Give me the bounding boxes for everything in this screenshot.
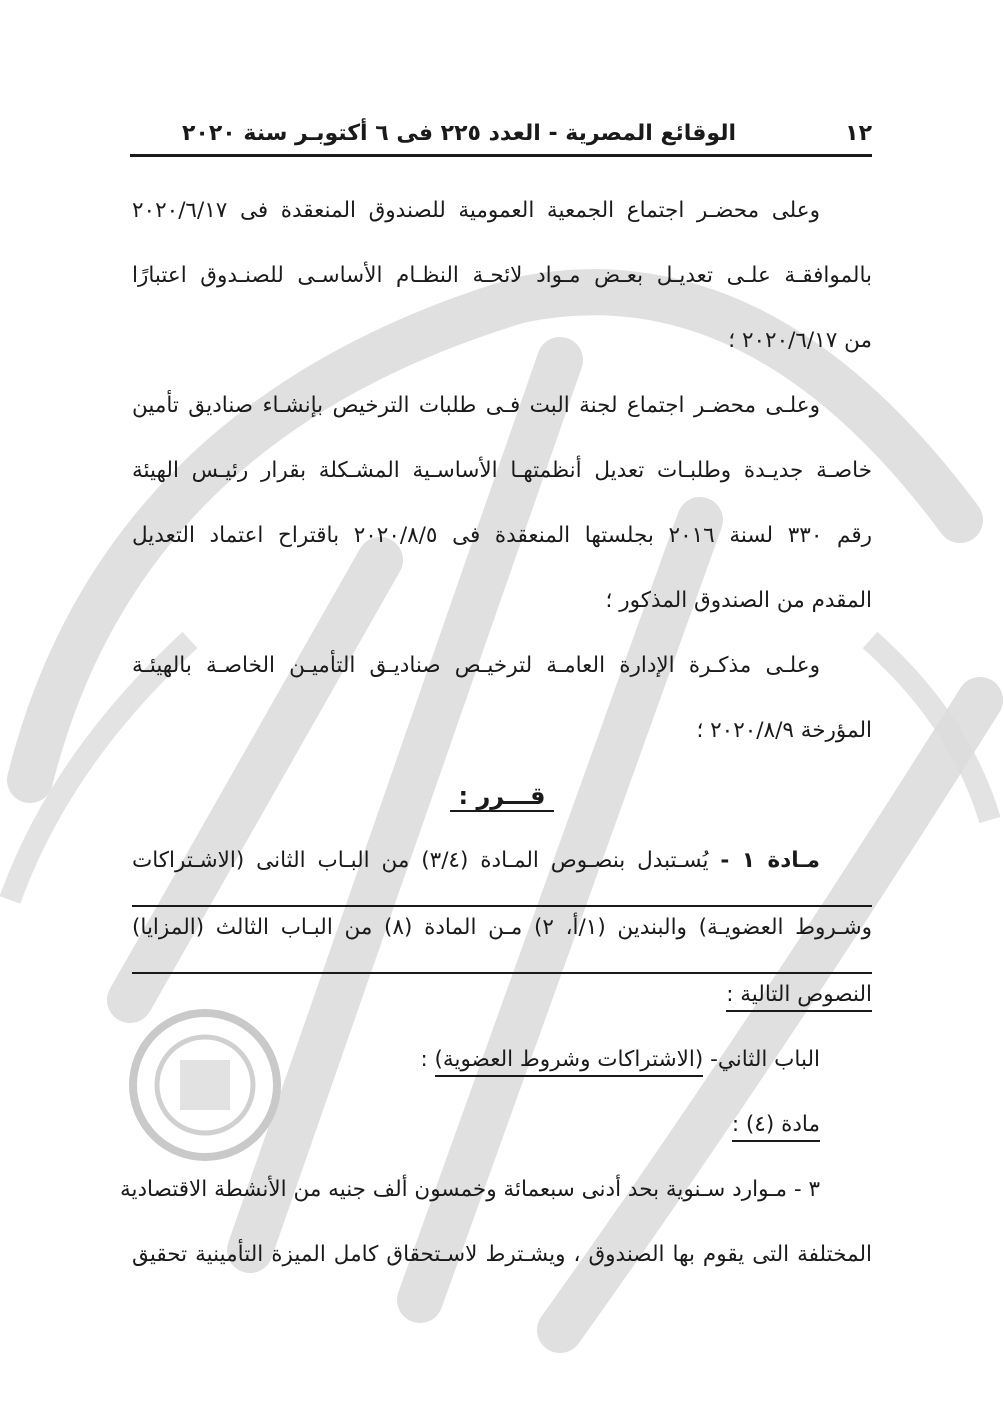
clause-3-line-1: ٣ - مـوارد سـنوية بحد أدنى سبعمائة وخمسون ألف جنيه من الأنشطة الاقتصادية <box>119 1177 820 1202</box>
page-header <box>130 112 872 157</box>
document-body <box>119 190 872 1299</box>
paragraph-line: وعلـى محضـر اجتماع لجنة البت فـى طلبات الترخيص بإنشـاء صناديق تأمين <box>132 393 820 418</box>
paragraph-line: المقدم من الصندوق المذكور ؛ <box>605 588 872 613</box>
gazette-title: الوقائع المصرية - العدد ٢٢٥ فى ٦ أكتوبـر سنة ٢٠٢٠ <box>182 120 737 146</box>
paragraph-line: بالموافقـة علـى تعديـل بعـض مـواد لائحـة النظـام الأساسـى للصنـدوق اعتبارًا <box>132 263 872 288</box>
chapter-heading: الباب الثاني- (الاشتراكات وشروط العضوية) : <box>132 1039 872 1104</box>
chapter-title: (الاشتراكات وشروط العضوية) <box>435 1047 704 1077</box>
decision-heading: قـــرر : <box>132 775 872 840</box>
paragraph-line: وعلى محضـر اجتماع الجمعية العمومية للصندوق المنعقدة فى ٢٠٢٠/٦/١٧ <box>132 198 820 223</box>
clause-3-line-2: المختلفة التى يقوم بها الصندوق ، ويشـترط لاسـتحقاق كامل الميزة التأمينية تحقيق <box>132 1242 872 1267</box>
article-1-line-2: وشـروط العضويـة) والبندين (١/أ، ٢) مـن المادة (٨) من البـاب الثالث (المزايا) <box>132 907 872 974</box>
article-4-heading: مادة (٤) : <box>132 1104 872 1169</box>
paragraph-line: وعلـى مذكـرة الإدارة العامـة لترخيـص صناديـق التأميـن الخاصـة بالهيئـة <box>132 653 820 678</box>
paragraph-line: خاصـة جديـدة وطلبـات تعديل أنظمتهـا الأساسـية المشـكلة بقرار رئيـس الهيئة <box>132 458 872 483</box>
page-number: ١٢ <box>845 120 872 146</box>
paragraph-line: رقم ٣٣٠ لسنة ٢٠١٦ بجلستها المنعقدة فى ٢٠٢٠/٨/٥ باقتراح اعتماد التعديل <box>132 523 872 548</box>
article-1-line-1: مـادة ١ - يُسـتبدل بنصـوص المـادة (٣/٤) من البـاب الثانى (الاشـتراكات <box>132 840 872 907</box>
paragraph-line: من ٢٠٢٠/٦/١٧ ؛ <box>728 328 872 353</box>
paragraph-line: المؤرخة ٢٠٢٠/٨/٩ ؛ <box>696 718 872 743</box>
chapter-prefix: الباب الثاني- <box>710 1047 820 1072</box>
article-1-line-3: النصوص التالية : <box>132 974 872 1039</box>
article-1-label: مـادة ١ - <box>720 848 820 873</box>
